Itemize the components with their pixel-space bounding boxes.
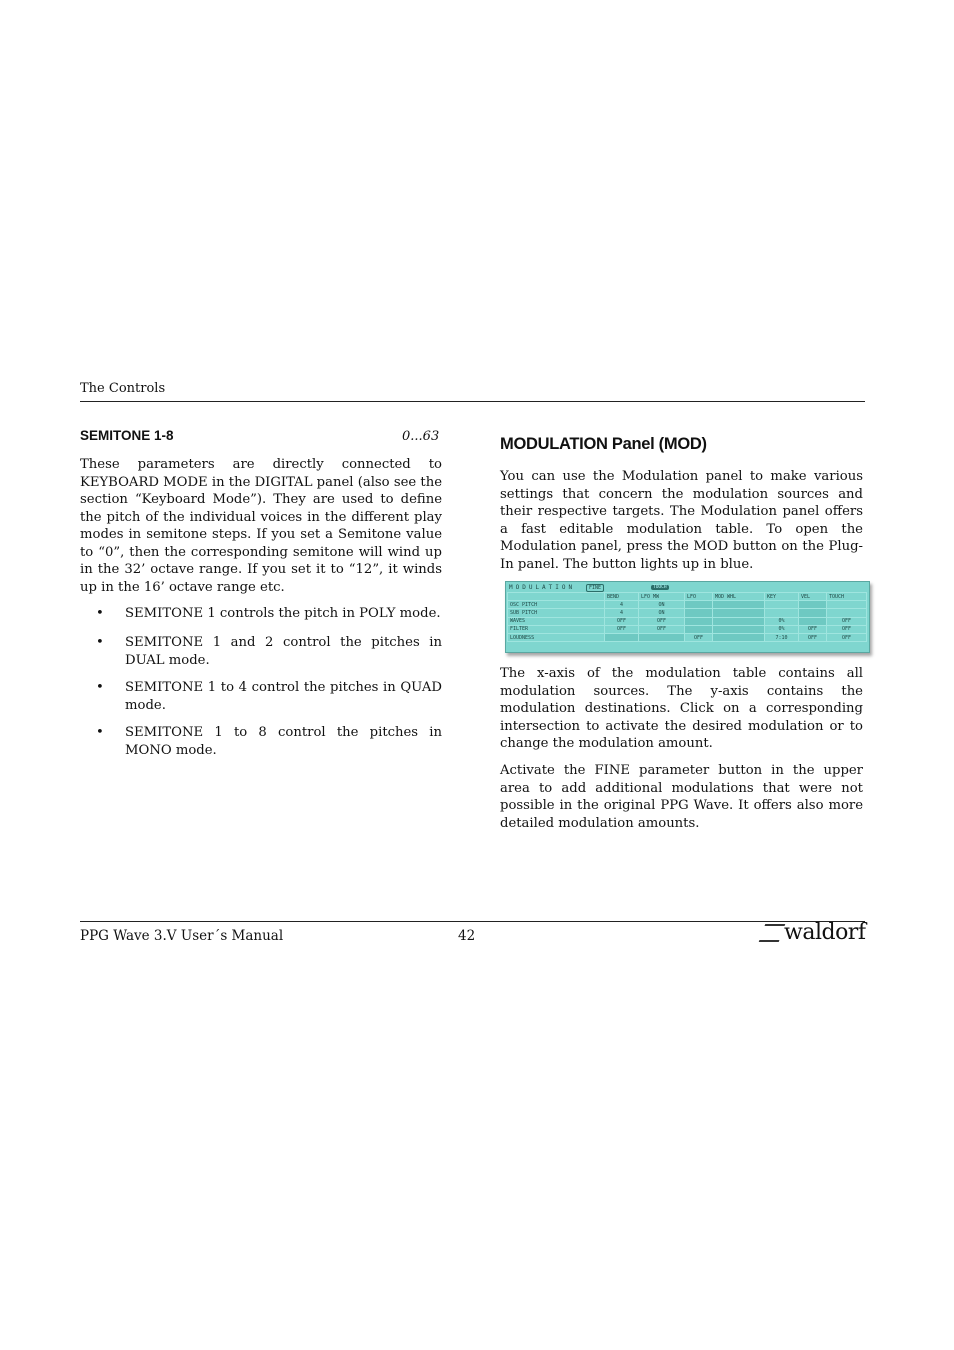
mod-cell[interactable]: 7:10 — [764, 633, 798, 641]
page-number: 42 — [458, 928, 476, 944]
modulation-axes-text: The x-axis of the modulation table contains all modulation sources. The y-axis contains the modulation destinations. Click on a corresponding intersection to activate the desired modulation or to change the modulation amount. — [500, 666, 863, 751]
modulation-table — [507, 592, 867, 642]
table-header-row — [508, 593, 867, 601]
mod-cell[interactable] — [684, 609, 712, 617]
column-header: LFO — [684, 593, 712, 601]
mod-cell[interactable]: OFF — [639, 625, 685, 633]
mod-cell[interactable] — [798, 609, 826, 617]
table-row — [508, 625, 867, 633]
semitone-description: These parameters are directly connected to KEYBOARD MODE in the DIGITAL panel (also see the section “Keyboard Mode”). They are used to define the pitch of the individual voices in the different play modes in semitone steps. If you set a Semitone value to “0”, then the corresponding semitone will wind up in the 32’ octave range. If you set it to “12”, it winds up in the 16’ octave range etc. — [80, 457, 442, 595]
value-range: 0...63 — [402, 429, 440, 444]
mod-cell[interactable]: 0% — [764, 625, 798, 633]
touch-indicator: TOUCH — [653, 585, 667, 590]
mod-cell[interactable]: OFF — [826, 617, 866, 625]
table-row — [508, 609, 867, 617]
bullet-icon: • — [96, 606, 104, 621]
section-title-semitone: SEMITONE 1-8 — [80, 428, 174, 443]
column-header: KEY — [764, 593, 798, 601]
mod-cell[interactable]: OFF — [798, 625, 826, 633]
bullet-icon: • — [96, 680, 104, 695]
table-row — [508, 601, 867, 609]
bullet-icon: • — [96, 725, 104, 740]
mod-cell[interactable] — [826, 601, 866, 609]
mod-cell[interactable]: ON — [639, 601, 685, 609]
footer-rule — [80, 921, 865, 922]
mod-cell[interactable]: OFF — [684, 633, 712, 641]
row-label: FILTER — [508, 625, 605, 633]
mod-cell[interactable] — [764, 601, 798, 609]
mod-cell[interactable]: OFF — [826, 625, 866, 633]
modulation-intro: You can use the Modulation panel to make various settings that concern the modulation sources and their respective targets. The Modulation panel offers a fast editable modulation table. To open the Modulation panel, press the MOD button on the Plug-In panel. The button lights up in blue. — [500, 469, 863, 572]
row-label: WAVES — [508, 617, 605, 625]
mod-cell[interactable] — [826, 609, 866, 617]
mod-cell[interactable]: OFF — [605, 625, 639, 633]
bullet-list — [80, 605, 442, 765]
column-header: BEND — [605, 593, 639, 601]
corner-cell — [508, 593, 605, 601]
mod-cell[interactable] — [798, 601, 826, 609]
mod-cell[interactable] — [684, 601, 712, 609]
bullet-icon: • — [96, 635, 104, 650]
mod-cell[interactable]: 4 — [605, 609, 639, 617]
mod-cell[interactable]: 0% — [764, 617, 798, 625]
list-item-text: SEMITONE 1 to 8 control the pitches in MONO mode. — [125, 725, 442, 758]
waldorf-logo-icon — [759, 924, 786, 942]
column-header: MOD WHL — [712, 593, 764, 601]
mod-cell[interactable] — [684, 625, 712, 633]
panel-title: MODULATION — [509, 584, 576, 591]
modulation-fine-text: Activate the FINE parameter button in the upper area to add additional modulations that were not possible in the original PPG Wave. It offers also more detailed modulation amounts. — [500, 763, 863, 831]
mod-cell[interactable] — [712, 617, 764, 625]
fine-button[interactable]: FINE — [586, 584, 604, 592]
mod-cell[interactable]: ON — [639, 609, 685, 617]
table-row — [508, 617, 867, 625]
column-header: LFO MW — [639, 593, 685, 601]
row-label: LOUDNESS — [508, 633, 605, 641]
mod-cell[interactable] — [639, 633, 685, 641]
mod-cell[interactable]: OFF — [798, 633, 826, 641]
list-item-text: SEMITONE 1 controls the pitch in POLY mode. — [125, 606, 441, 621]
mod-cell[interactable] — [605, 633, 639, 641]
mod-cell[interactable] — [684, 617, 712, 625]
mod-cell[interactable] — [798, 617, 826, 625]
running-header: The Controls — [80, 381, 166, 396]
mod-cell[interactable] — [712, 601, 764, 609]
header-rule — [80, 401, 865, 402]
waldorf-logo — [762, 920, 865, 945]
mod-cell[interactable] — [712, 609, 764, 617]
mod-cell[interactable] — [712, 633, 764, 641]
row-label: SUB PITCH — [508, 609, 605, 617]
logo-text: waldorf — [784, 920, 866, 945]
table-row — [508, 633, 867, 641]
column-header: VEL — [798, 593, 826, 601]
mod-cell[interactable]: 4 — [605, 601, 639, 609]
list-item-text: SEMITONE 1 to 4 control the pitches in QUAD mode. — [125, 680, 442, 713]
mod-cell[interactable] — [764, 609, 798, 617]
mod-cell[interactable]: OFF — [639, 617, 685, 625]
manual-title: PPG Wave 3.V User´s Manual — [80, 928, 284, 944]
mod-cell[interactable] — [712, 625, 764, 633]
modulation-panel-screenshot — [505, 581, 870, 653]
mod-cell[interactable]: OFF — [605, 617, 639, 625]
mod-cell[interactable]: OFF — [826, 633, 866, 641]
column-header: TOUCH — [826, 593, 866, 601]
section-title-modulation: MODULATION Panel (MOD) — [500, 435, 707, 453]
list-item-text: SEMITONE 1 and 2 control the pitches in DUAL mode. — [125, 635, 442, 668]
row-label: OSC PITCH — [508, 601, 605, 609]
